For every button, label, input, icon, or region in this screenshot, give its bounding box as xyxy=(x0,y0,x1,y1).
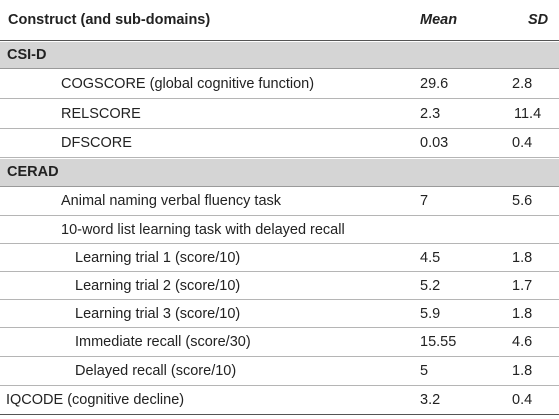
sd-cell: 2.8 xyxy=(512,75,533,92)
sd-cell: 11.4 xyxy=(514,105,542,122)
sd-cell: 0.4 xyxy=(512,392,533,409)
construct-cell: Learning trial 1 (score/10) xyxy=(75,249,241,266)
construct-cell: DFSCORE xyxy=(61,135,132,152)
construct-cell: Animal naming verbal fluency task xyxy=(61,193,282,210)
sd-cell: 1.7 xyxy=(512,277,533,294)
mean-cell: 5.9 xyxy=(420,305,441,322)
sd-cell: 1.8 xyxy=(512,305,533,322)
column-header-sd: SD xyxy=(528,11,549,28)
table-row xyxy=(0,70,559,99)
mean-cell: 3.2 xyxy=(420,392,441,409)
construct-cell: Learning trial 3 (score/10) xyxy=(75,305,241,322)
table-row xyxy=(0,130,559,158)
construct-cell: COGSCORE (global cognitive function) xyxy=(61,75,315,92)
sd-cell: 1.8 xyxy=(512,363,533,380)
table-row xyxy=(0,245,559,272)
mean-cell: 7 xyxy=(420,193,429,210)
column-header-mean: Mean xyxy=(420,11,458,28)
table-row xyxy=(0,358,559,386)
mean-cell: 5.2 xyxy=(420,277,441,294)
table-row xyxy=(0,100,559,129)
section-label: CSI-D xyxy=(7,46,47,63)
column-header-construct: Construct (and sub-domains) xyxy=(8,11,211,28)
sd-cell: 4.6 xyxy=(512,334,533,351)
construct-cell: 10-word list learning task with delayed recall xyxy=(61,221,345,238)
section-row-csi-d xyxy=(0,42,559,69)
construct-cell: IQCODE (cognitive decline) xyxy=(6,392,185,409)
construct-cell: Delayed recall (score/10) xyxy=(75,363,237,380)
table-header-row xyxy=(0,0,559,41)
table-row xyxy=(0,387,559,415)
construct-cell: Immediate recall (score/30) xyxy=(75,334,251,351)
mean-cell: 5 xyxy=(420,363,429,380)
mean-cell: 4.5 xyxy=(420,249,441,266)
sd-cell: 0.4 xyxy=(512,135,533,152)
table-row xyxy=(0,301,559,328)
sd-cell: 1.8 xyxy=(512,249,533,266)
section-row-cerad xyxy=(0,159,559,187)
mean-cell: 0.03 xyxy=(420,135,449,152)
table-row xyxy=(0,217,559,244)
table-row xyxy=(0,329,559,357)
construct-cell: RELSCORE xyxy=(61,105,141,122)
table-row xyxy=(0,273,559,300)
section-label: CERAD xyxy=(7,164,59,181)
sd-cell: 5.6 xyxy=(512,193,533,210)
mean-cell: 15.55 xyxy=(420,334,457,351)
construct-cell: Learning trial 2 (score/10) xyxy=(75,277,241,294)
mean-cell: 2.3 xyxy=(420,105,441,122)
mean-cell: 29.6 xyxy=(420,75,449,92)
table-row xyxy=(0,188,559,216)
